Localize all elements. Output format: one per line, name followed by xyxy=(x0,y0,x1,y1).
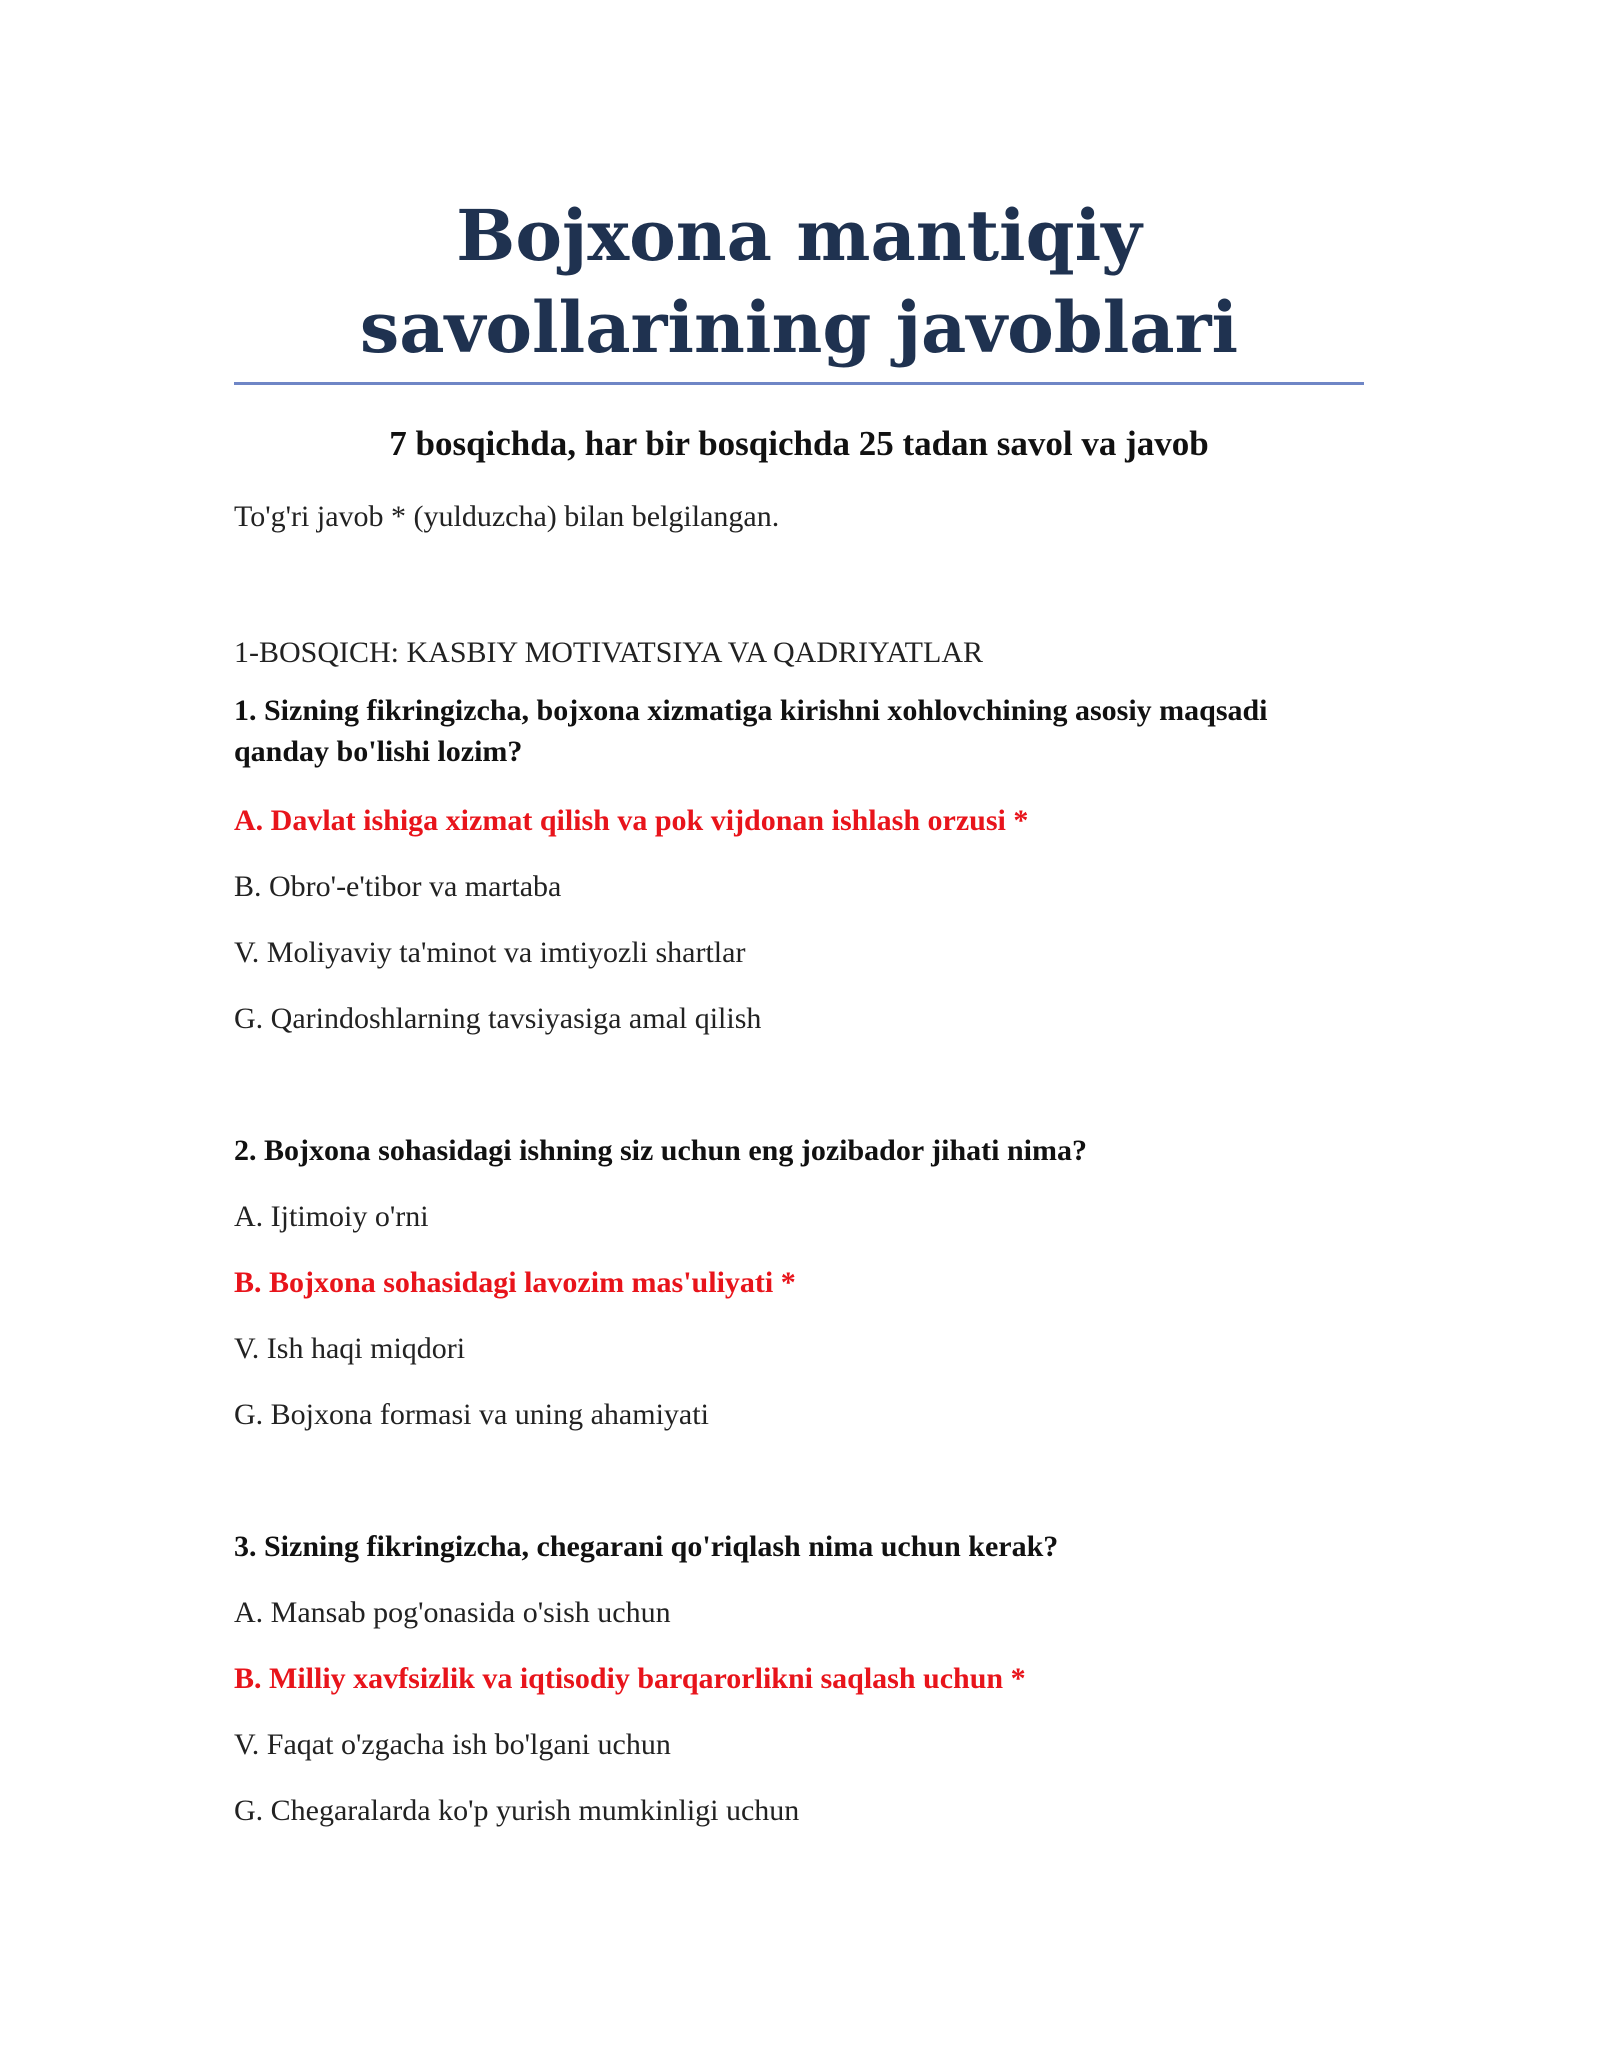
question-3: 3. Sizning fikringizcha, chegarani qo'riqlash nima uchun kerak? xyxy=(234,1530,1059,1563)
question-2-option-v: V. Ish haqi miqdori xyxy=(234,1332,466,1365)
question-2-option-b: B. Bojxona sohasidagi lavozim mas'uliyati * xyxy=(234,1266,796,1299)
question-2: 2. Bojxona sohasidagi ishning siz uchun eng jozibador jihati nima? xyxy=(234,1134,1087,1167)
answer-key-note: To'g'ri javob * (yulduzcha) bilan belgilangan. xyxy=(234,500,780,533)
question-3-option-v: V. Faqat o'zgacha ish bo'lgani uchun xyxy=(234,1728,671,1761)
question-1: 1. Sizning fikringizcha, bojxona xizmatiga kirishni xohlovchining asosiy maqsadi qanday bo'lishi lozim? xyxy=(234,694,1268,768)
document-subtitle: 7 bosqichda, har bir bosqichda 25 tadan savol va javob xyxy=(389,424,1209,463)
question-3-option-g: G. Chegaralarda ko'p yurish mumkinligi uchun xyxy=(234,1794,800,1827)
stage-heading: 1-BOSQICH: KASBIY MOTIVATSIYA VA QADRIYATLAR xyxy=(234,636,983,669)
question-1-option-b: B. Obro'-e'tibor va martaba xyxy=(234,870,562,903)
question-1-option-a: A. Davlat ishiga xizmat qilish va pok vijdonan ishlash orzusi * xyxy=(234,804,1029,837)
question-3-option-a: A. Mansab pog'onasida o'sish uchun xyxy=(234,1596,671,1629)
question-3-option-b: B. Milliy xavfsizlik va iqtisodiy barqarorlikni saqlash uchun * xyxy=(234,1662,1026,1695)
document-title: Bojxona mantiqiy savollarining javoblari xyxy=(359,194,1239,369)
question-2-option-g: G. Bojxona formasi va uning ahamiyati xyxy=(234,1398,709,1431)
question-2-option-a: A. Ijtimoiy o'rni xyxy=(234,1200,429,1233)
title-divider xyxy=(234,382,1364,385)
question-1-option-v: V. Moliyaviy ta'minot va imtiyozli shartlar xyxy=(234,936,746,969)
question-1-option-g: G. Qarindoshlarning tavsiyasiga amal qilish xyxy=(234,1002,762,1035)
